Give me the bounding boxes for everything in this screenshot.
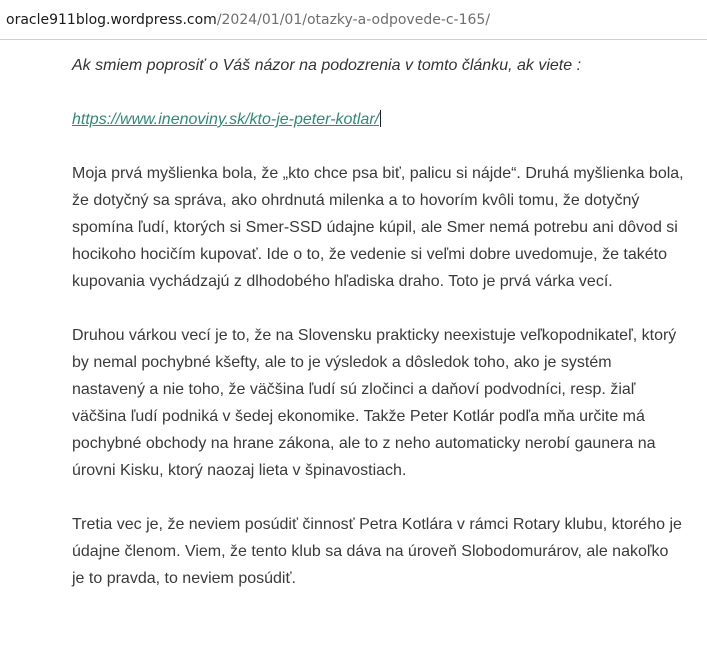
link-paragraph: [72, 106, 684, 133]
address-bar[interactable]: [0, 0, 707, 40]
url-domain: oracle911blog.wordpress.com: [6, 12, 217, 28]
text-caret: [380, 110, 381, 127]
paragraph-2: Druhou várkou vecí je to, že na Slovensku prakticky neexistuje veľkopodnikateľ, ktorý by nemal pochybné kšefty, ale to je výsledok a dôsledok toho, ako je systém nastavený a nie toho, že väčšina ľudí sú zločinci a daňoví podvodníci, resp. žiaľ väčšina ľudí podniká v šedej ekonomike. Takže Peter Kotlár podľa mňa určite má pochybné obchody na hrane zákona, ale to z neho automaticky nerobí gaunera na úrovni Kisku, ktorý naozaj lieta v špinavostiach.: [72, 327, 677, 479]
paragraph-3: Tretia vec je, že neviem posúdiť činnosť Petra Kotlára v rámci Rotary klubu, ktorého je údajne členom. Viem, že tento klub sa dáva na úroveň Slobodomurárov, ale nakoľko je to pravda, to neviem posúdiť.: [72, 516, 682, 587]
article-body: [72, 52, 684, 619]
paragraph-1: Moja prvá myšlienka bola, že „kto chce psa biť, palicu si nájde“. Druhá myšlienka bola, že dotyčný sa správa, ako ohrdnutá milenka a to hovorím kvôli tomu, že dotyčný spomína ľudí, ktorých si Smer-SSD údajne kúpil, ale Smer nemá potrebu ani dôvod si hocikoho hocičím kupovať. Ide o to, že vedenie si veľmi dobre uvedomuje, že takéto kupovania vychádzajú z dlhodobého hľadiska draho. Toto je prvá várka vecí.: [72, 165, 684, 290]
intro-question: Ak smiem poprosiť o Váš názor na podozrenia v tomto článku, ak viete :: [72, 57, 582, 74]
url-path: /2024/01/01/otazky-a-odpovede-c-165/: [216, 12, 491, 28]
article-link[interactable]: https://www.inenoviny.sk/kto-je-peter-kotlar/: [72, 111, 380, 128]
